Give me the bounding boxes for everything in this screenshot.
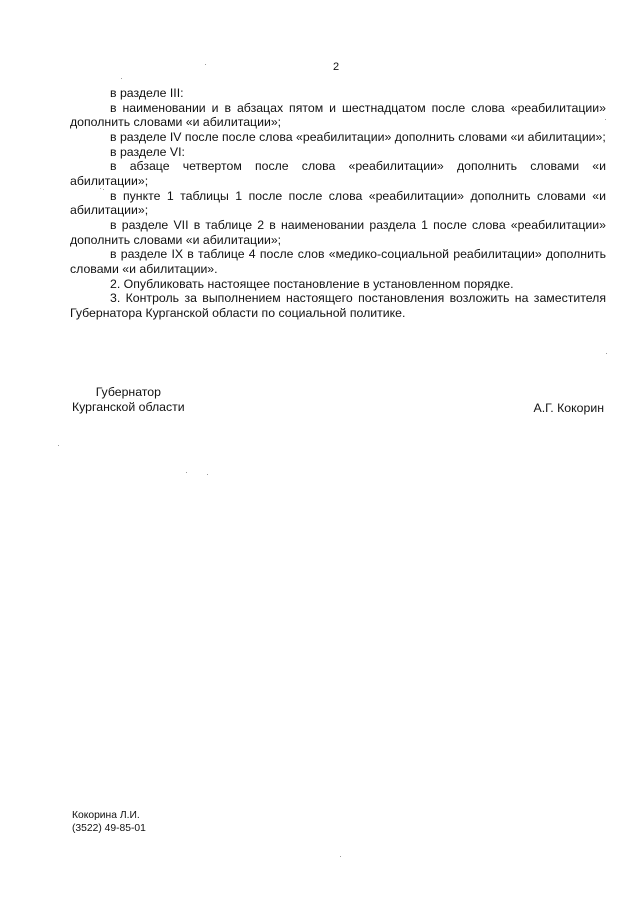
paragraph-item-2: 2. Опубликовать настоящее постановление в установленном порядке. [110, 276, 514, 291]
executor-name: Кокорина Л.И. [72, 810, 140, 821]
paragraph-section-6: в разделе VI: [110, 144, 185, 159]
paragraph-table-1: в пункте 1 таблицы 1 после после слова «реабилитации» дополнить словами «и абилитации»; [70, 188, 606, 218]
paragraph-section-3: в разделе III: [110, 86, 184, 100]
paragraph-section-4: в разделе IV после после слова «реабилитации» дополнить словами «и абилитации»; [110, 129, 606, 144]
paragraph-section-3-naming: в наименовании и в абзацах пятом и шестнадцатом после слова «реабилитации» дополнить словами «и абилитации»; [70, 100, 606, 130]
scan-speck [205, 64, 206, 65]
scan-speck [186, 472, 187, 473]
executor-footer [72, 809, 146, 835]
scan-speck [207, 474, 208, 475]
document-body [70, 86, 606, 321]
scan-speck [606, 353, 607, 354]
signature-title-line1: Губернатор [95, 385, 161, 399]
executor-phone: (3522) 49-85-01 [72, 823, 146, 834]
scan-speck [100, 188, 101, 189]
paragraph-section-9: в разделе IX в таблице 4 после слов «медико-социальной реабилитации» дополнить словами «и абилитации». [70, 247, 606, 276]
scan-speck [58, 445, 59, 446]
scan-speck [103, 189, 104, 190]
scan-speck [121, 78, 122, 79]
scan-speck [605, 119, 606, 120]
signature-title-line2: Курганской области [72, 400, 185, 414]
paragraph-section-6-fourth: в абзаце четвертом после слова «реабилитации» дополнить словами «и абилитации»; [70, 159, 606, 188]
paragraph-section-7: в разделе VII в таблице 2 в наименовании раздела 1 после слова «реабилитации» дополнить словами «и абилитации»; [70, 217, 606, 247]
paragraph-item-3: 3. Контроль за выполнением настоящего постановления возложить на заместителя Губернатора Курганской области по социальной политике. [70, 291, 606, 320]
page-number: 2 [332, 61, 340, 73]
signature-name: А.Г. Кокорин [533, 401, 604, 415]
signature-title [72, 385, 185, 415]
scan-speck [340, 856, 341, 857]
